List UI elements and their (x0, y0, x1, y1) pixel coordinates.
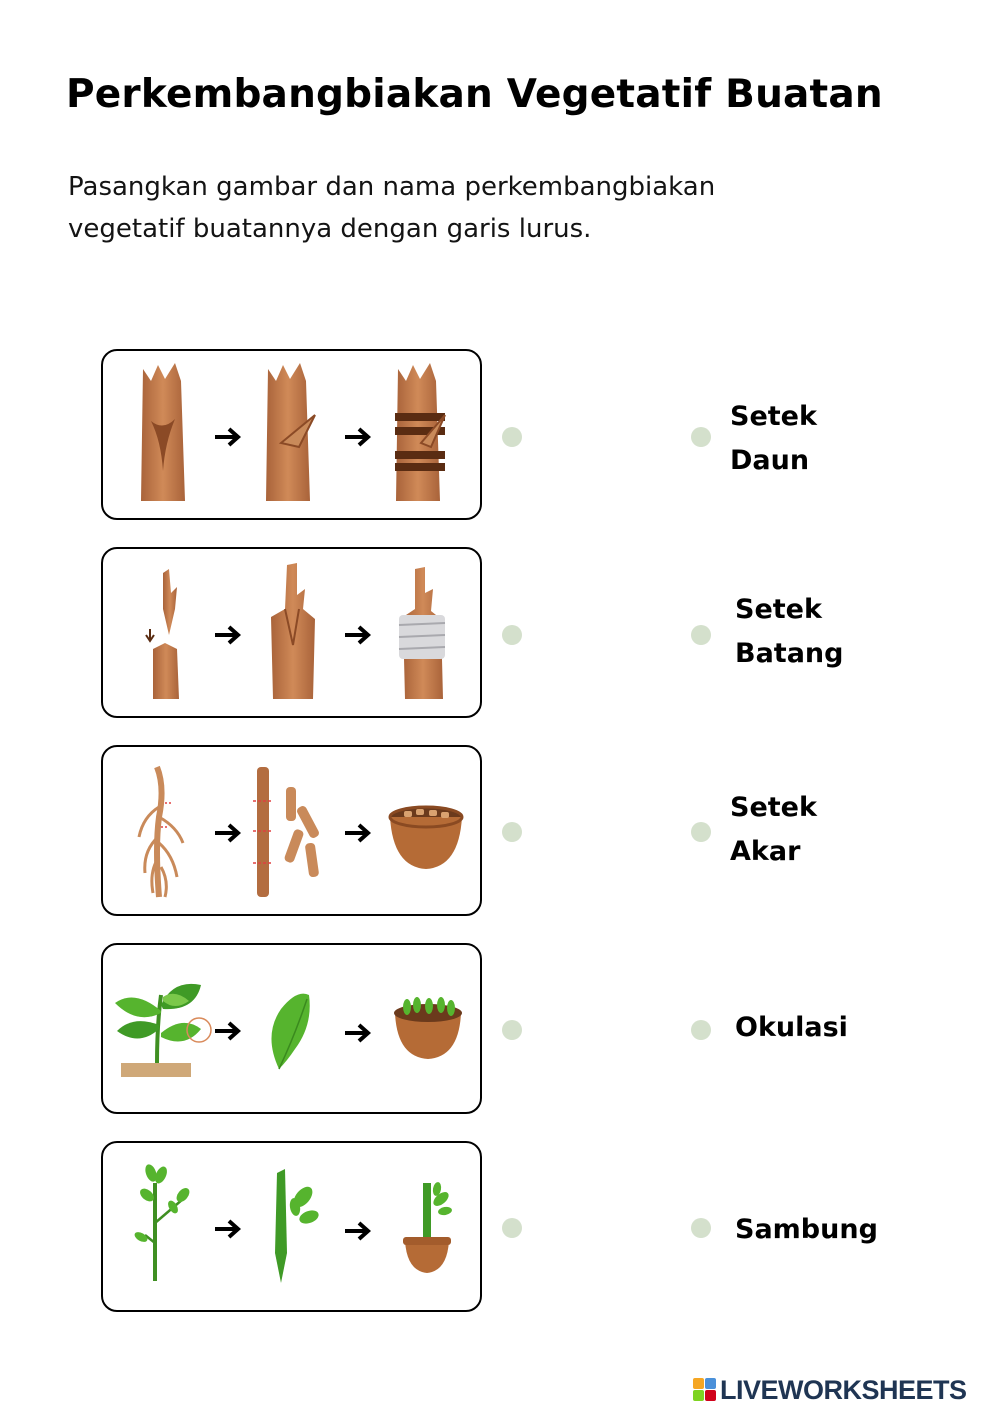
page-title: Perkembangbiakan Vegetatif Buatan (66, 72, 883, 117)
answer-4-line-1: Okulasi (735, 1012, 848, 1043)
right-connector-dot-3[interactable] (691, 822, 711, 842)
left-connector-dot-1[interactable] (502, 427, 522, 447)
answer-label-3 (730, 786, 817, 874)
picture-card-5 (101, 1141, 482, 1312)
answer-1-line-1: Setek (730, 401, 817, 432)
left-connector-dot-3[interactable] (502, 822, 522, 842)
answer-2-line-2: Batang (735, 638, 844, 669)
setek-akar-illustration (103, 747, 479, 913)
setek-daun-illustration (103, 945, 479, 1111)
right-connector-dot-2[interactable] (691, 625, 711, 645)
answer-3-line-2: Akar (730, 836, 801, 867)
sambung-illustration (103, 549, 479, 715)
picture-card-3 (101, 745, 482, 916)
answer-label-4 (735, 1006, 848, 1050)
answer-label-2 (735, 588, 843, 676)
left-connector-dot-2[interactable] (502, 625, 522, 645)
instructions-line-2: vegetatif buatannya dengan garis lurus. (68, 214, 592, 244)
instructions (68, 166, 898, 250)
left-connector-dot-4[interactable] (502, 1020, 522, 1040)
liveworksheets-logo (693, 1375, 993, 1405)
answer-label-1 (730, 395, 817, 483)
left-connector-dot-5[interactable] (502, 1218, 522, 1238)
okulasi-illustration (103, 351, 479, 517)
logo-grid-icon (693, 1378, 717, 1402)
right-connector-dot-5[interactable] (691, 1218, 711, 1238)
right-connector-dot-4[interactable] (691, 1020, 711, 1040)
picture-card-1 (101, 349, 482, 520)
answer-5-line-1: Sambung (735, 1214, 878, 1245)
answer-1-line-2: Daun (730, 445, 810, 476)
right-connector-dot-1[interactable] (691, 427, 711, 447)
answer-3-line-1: Setek (730, 792, 817, 823)
picture-card-4 (101, 943, 482, 1114)
answer-label-5 (735, 1208, 878, 1252)
logo-text: LIVEWORKSHEETS (720, 1374, 967, 1405)
setek-batang-illustration (103, 1143, 479, 1309)
picture-card-2 (101, 547, 482, 718)
instructions-line-1: Pasangkan gambar dan nama perkembangbiakan (68, 172, 716, 202)
answer-2-line-1: Setek (735, 594, 822, 625)
